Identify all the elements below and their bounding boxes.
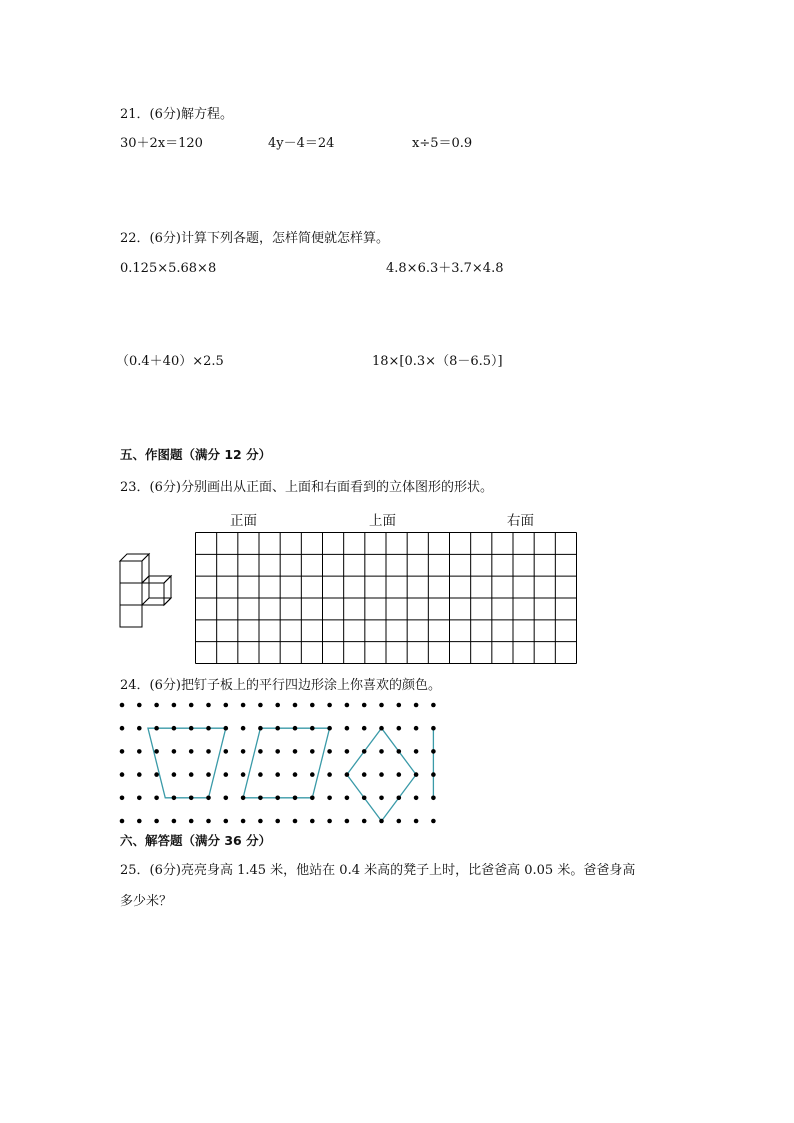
peg-dot [362, 819, 367, 824]
peg-dot [189, 772, 194, 777]
peg-dot [275, 749, 280, 754]
pegboard [112, 695, 532, 827]
peg-dot [345, 726, 350, 731]
peg-dot [310, 796, 315, 801]
peg-dot [327, 726, 332, 731]
peg-dot [154, 726, 159, 731]
peg-dot [172, 703, 177, 708]
peg-dot [275, 703, 280, 708]
shape-trapezoid-left [148, 728, 226, 798]
peg-dot [172, 749, 177, 754]
peg-dot [120, 726, 125, 731]
peg-dot [224, 772, 229, 777]
peg-dot [397, 796, 402, 801]
peg-dot [327, 819, 332, 824]
peg-dot [137, 703, 142, 708]
peg-dot [154, 772, 159, 777]
q22-title: 22．(6分)计算下列各题，怎样简便就怎样算。 [120, 231, 389, 246]
peg-dot [275, 796, 280, 801]
peg-dot [258, 749, 263, 754]
peg-dot [293, 819, 298, 824]
section-5-title: 五、作图题（满分 12 分） [120, 447, 272, 462]
peg-dot [345, 772, 350, 777]
peg-dot [258, 703, 263, 708]
peg-dot [241, 726, 246, 731]
label-front-view: 正面 [230, 513, 257, 528]
peg-dot [258, 772, 263, 777]
peg-dot [414, 819, 419, 824]
peg-dot [397, 703, 402, 708]
peg-dot [154, 749, 159, 754]
peg-dot [120, 703, 125, 708]
label-right-view: 右面 [507, 513, 534, 528]
q21-equation-3: x÷5＝0.9 [412, 136, 473, 151]
peg-dot [345, 819, 350, 824]
peg-dot [275, 726, 280, 731]
peg-dot [120, 772, 125, 777]
q24-title: 24．(6分)把钉子板上的平行四边形涂上你喜欢的颜色。 [120, 678, 441, 693]
peg-dot [379, 819, 384, 824]
peg-dot [258, 796, 263, 801]
peg-dot [431, 772, 436, 777]
peg-dot [327, 749, 332, 754]
peg-dot [224, 726, 229, 731]
peg-dot [327, 796, 332, 801]
peg-dot [120, 819, 125, 824]
q21-equation-2: 4y－4＝24 [268, 136, 335, 151]
peg-dot [431, 703, 436, 708]
peg-dot [362, 703, 367, 708]
peg-dot [258, 819, 263, 824]
peg-dot [241, 703, 246, 708]
peg-dot [310, 819, 315, 824]
peg-dot [241, 819, 246, 824]
peg-dot [137, 796, 142, 801]
peg-dot [189, 726, 194, 731]
section-6-title: 六、解答题（满分 36 分） [120, 833, 272, 848]
peg-dot [310, 749, 315, 754]
peg-dot [293, 749, 298, 754]
peg-dot [293, 796, 298, 801]
peg-dot [172, 726, 177, 731]
peg-dot [224, 819, 229, 824]
peg-dot [379, 796, 384, 801]
peg-dot [275, 772, 280, 777]
peg-dot [431, 796, 436, 801]
peg-dot [189, 796, 194, 801]
cube-figure [115, 550, 180, 630]
peg-dot [431, 749, 436, 754]
peg-dot [241, 772, 246, 777]
peg-dot [120, 796, 125, 801]
peg-dot [293, 726, 298, 731]
peg-dot [154, 819, 159, 824]
peg-dot [120, 749, 125, 754]
peg-dot [379, 726, 384, 731]
q22-expression-3: （0.4＋40）×2.5 [116, 354, 224, 369]
peg-dot [379, 772, 384, 777]
peg-dot [154, 703, 159, 708]
peg-dot [293, 772, 298, 777]
peg-dot [414, 726, 419, 731]
peg-dot [327, 703, 332, 708]
peg-dot [189, 819, 194, 824]
peg-dot [397, 819, 402, 824]
peg-dot [258, 726, 263, 731]
label-top-view: 上面 [369, 513, 396, 528]
peg-dot [206, 796, 211, 801]
peg-dot [206, 726, 211, 731]
peg-dot [224, 703, 229, 708]
peg-dot [137, 749, 142, 754]
peg-dot [397, 749, 402, 754]
peg-dot [137, 819, 142, 824]
peg-dot [327, 772, 332, 777]
peg-dot [362, 749, 367, 754]
q21-title: 21．(6分)解方程。 [120, 107, 233, 122]
peg-dot [431, 726, 436, 731]
peg-dot [137, 726, 142, 731]
peg-dot [154, 796, 159, 801]
peg-dot [189, 749, 194, 754]
peg-dot [206, 703, 211, 708]
peg-dot [379, 703, 384, 708]
peg-dot [310, 703, 315, 708]
peg-dot [206, 819, 211, 824]
q25-line-2: 多少米？ [120, 894, 173, 909]
peg-dot [206, 772, 211, 777]
q25-line-1: 25．(6分)亮亮身高 1.45 米，他站在 0.4 米高的凳子上时，比爸爸高 0.05 米。爸爸身高 [120, 863, 636, 878]
peg-dot [137, 772, 142, 777]
peg-dot [414, 772, 419, 777]
peg-dot [241, 796, 246, 801]
peg-dot [362, 796, 367, 801]
peg-dot [345, 703, 350, 708]
peg-dot [345, 796, 350, 801]
drawing-grid [195, 532, 577, 664]
peg-dot [172, 772, 177, 777]
peg-dot [189, 703, 194, 708]
peg-dot [414, 796, 419, 801]
peg-dot [397, 772, 402, 777]
peg-dot [275, 819, 280, 824]
peg-dot [293, 703, 298, 708]
peg-dot [224, 749, 229, 754]
q22-expression-2: 4.8×6.3＋3.7×4.8 [386, 261, 504, 276]
peg-dot [310, 726, 315, 731]
peg-dot [379, 749, 384, 754]
peg-dot [224, 796, 229, 801]
peg-dot [310, 772, 315, 777]
peg-dot [362, 772, 367, 777]
peg-dot [431, 819, 436, 824]
peg-dot [362, 726, 367, 731]
peg-dot [414, 703, 419, 708]
q23-title: 23．(6分)分别画出从正面、上面和右面看到的立体图形的形状。 [120, 480, 493, 495]
peg-dot [414, 749, 419, 754]
peg-dot [172, 819, 177, 824]
peg-dot [345, 749, 350, 754]
q22-expression-4: 18×[0.3×（8－6.5）] [372, 354, 503, 369]
shape-parallelogram [243, 728, 330, 798]
peg-dot [397, 726, 402, 731]
peg-dot [206, 749, 211, 754]
q22-expression-1: 0.125×5.68×8 [120, 261, 217, 276]
peg-dot [172, 796, 177, 801]
q21-equation-1: 30＋2x＝120 [120, 136, 203, 151]
peg-dot [241, 749, 246, 754]
